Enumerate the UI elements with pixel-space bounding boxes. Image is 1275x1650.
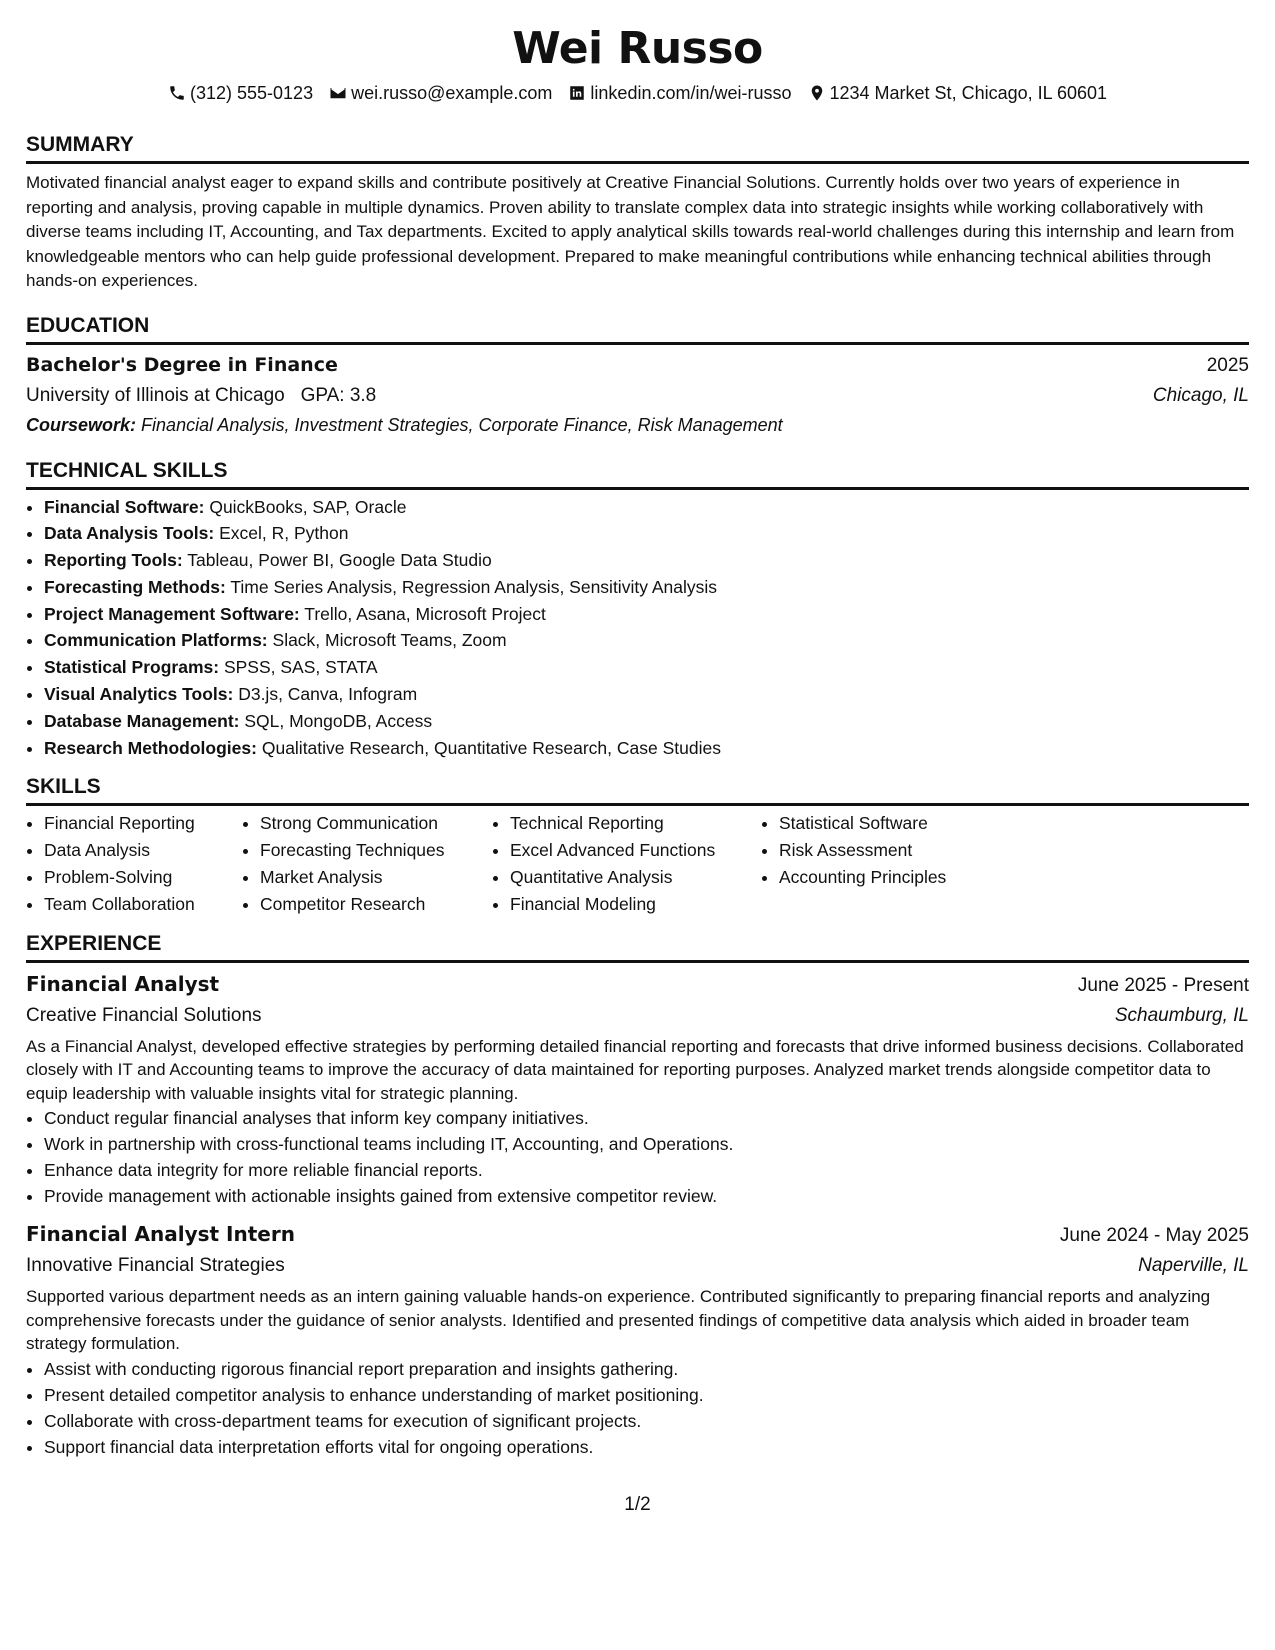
- map-pin-icon: [808, 84, 826, 102]
- list-item: • Data Analysis Tools: Excel, R, Python: [44, 520, 1249, 547]
- phone-icon: [168, 84, 186, 102]
- resume-page: [26, 0, 1249, 1460]
- list-item: • Statistical Programs: SPSS, SAS, STATA: [44, 654, 1249, 681]
- list-item: • Data Analysis: [44, 837, 242, 864]
- degree-name: Bachelor's Degree in Finance: [26, 353, 338, 376]
- contact-address: [808, 81, 1108, 105]
- school-location: Chicago, IL: [1152, 384, 1249, 406]
- skills-column: [492, 810, 761, 917]
- list-item: • Research Methodologies: Qualitative Research, Quantitative Research, Case Studies: [44, 735, 1249, 762]
- job-bullets: [26, 1105, 1249, 1209]
- job-dates: June 2025 - Present: [1077, 974, 1249, 996]
- job-dates: June 2024 - May 2025: [1059, 1225, 1249, 1247]
- job-description: Supported various department needs as an intern gaining valuable hands-on experience. Contributed significantly to preparing financial reports and analyzing comprehensive forecasts under the guidance of senior analysts. Identified and presented findings of competitive data analysis which aided in broader team strategy formulation.: [26, 1287, 1211, 1354]
- school-name: University of Illinois at Chicago: [26, 384, 285, 406]
- email-text: wei.russo@example.com: [351, 83, 553, 103]
- skills-column: [761, 810, 1009, 917]
- candidate-name: Wei Russo: [512, 23, 763, 74]
- list-item: • Problem-Solving: [44, 864, 242, 891]
- linkedin-text: linkedin.com/in/wei-russo: [590, 83, 792, 103]
- summary-text: Motivated financial analyst eager to expand skills and contribute positively at Creative Financial Solutions. Currently holds over two years of experience in reporting and analysis, proving capable in multiple dynamics. Proven ability to translate complex data into strategic insights while working collaboratively with diverse teams including IT, Accounting, and Tax departments. Excited to apply analytical skills towards real-world challenges during this internship and learn from knowledgeable mentors who can help guide professional development. Prepared to make meaningful contributions while enhancing technical abilities through hands-on experiences.: [26, 173, 1235, 290]
- linkedin-icon: [568, 84, 586, 102]
- job-location: Schaumburg, IL: [1114, 1004, 1249, 1026]
- phone-text: (312) 555-0123: [189, 83, 314, 103]
- skills-column: [26, 810, 242, 917]
- list-item: • Support financial data interpretation efforts vital for ongoing operations.: [44, 1434, 1249, 1460]
- contact-linkedin: [568, 81, 791, 105]
- experience-heading: EXPERIENCE: [26, 930, 1249, 963]
- list-item: • Financial Modeling: [510, 891, 761, 918]
- list-item: • Present detailed competitor analysis to enhance understanding of market positioning.: [44, 1382, 1249, 1408]
- skills-column: [242, 810, 492, 917]
- list-item: • Market Analysis: [260, 864, 492, 891]
- job-description: As a Financial Analyst, developed effective strategies by performing detailed financial reporting and forecasts that drive informed business decisions. Collaborated closely with IT and Accounting teams to improve the accuracy of data maintained for reporting purposes. Analyzed market trends alongside competitor data to equip leadership with valuable insights vital for strategic planning.: [26, 1036, 1244, 1103]
- list-item: • Team Collaboration: [44, 891, 242, 918]
- list-item: • Accounting Principles: [779, 864, 1009, 891]
- list-item: • Work in partnership with cross-functional teams including IT, Accounting, and Operations.: [44, 1131, 1249, 1157]
- contact-bar: [26, 81, 1249, 105]
- job-entry: [26, 1219, 1249, 1460]
- job-title: Financial Analyst Intern: [26, 1222, 295, 1247]
- list-item: • Enhance data integrity for more reliable financial reports.: [44, 1157, 1249, 1183]
- education-heading: EDUCATION: [26, 312, 1249, 345]
- envelope-icon: [329, 84, 347, 102]
- graduation-year: 2025: [1206, 354, 1249, 376]
- school-line: [26, 381, 376, 411]
- list-item: • Conduct regular financial analyses that inform key company initiatives.: [44, 1105, 1249, 1131]
- coursework-list: Financial Analysis, Investment Strategies, Corporate Finance, Risk Management: [141, 414, 783, 435]
- job-entry: [26, 969, 1249, 1210]
- job-location: Naperville, IL: [1138, 1255, 1249, 1277]
- list-item: • Assist with conducting rigorous financial report preparation and insights gathering.: [44, 1356, 1249, 1382]
- list-item: • Forecasting Techniques: [260, 837, 492, 864]
- contact-email: [329, 81, 552, 105]
- company-name: Creative Financial Solutions: [26, 1004, 262, 1026]
- education-entry: [26, 351, 1249, 439]
- technical-skills-heading: TECHNICAL SKILLS: [26, 457, 1249, 490]
- page-number: 1/2: [624, 1494, 651, 1515]
- address-text: 1234 Market St, Chicago, IL 60601: [829, 83, 1108, 103]
- list-item: • Risk Assessment: [779, 837, 1009, 864]
- list-item: • Collaborate with cross-department teams for execution of significant projects.: [44, 1408, 1249, 1434]
- list-item: • Project Management Software: Trello, Asana, Microsoft Project: [44, 601, 1249, 628]
- list-item: • Excel Advanced Functions: [510, 837, 761, 864]
- list-item: • Competitor Research: [260, 891, 492, 918]
- list-item: • Technical Reporting: [510, 810, 761, 837]
- list-item: • Database Management: SQL, MongoDB, Access: [44, 708, 1249, 735]
- contact-phone: [168, 81, 313, 105]
- job-title: Financial Analyst: [26, 971, 220, 996]
- list-item: • Strong Communication: [260, 810, 492, 837]
- skills-heading: SKILLS: [26, 773, 1249, 806]
- list-item: • Statistical Software: [779, 810, 1009, 837]
- list-item: • Forecasting Methods: Time Series Analysis, Regression Analysis, Sensitivity Analysis: [44, 574, 1249, 601]
- list-item: • Visual Analytics Tools: D3.js, Canva, Infogram: [44, 681, 1249, 708]
- list-item: • Financial Software: QuickBooks, SAP, Oracle: [44, 494, 1249, 521]
- summary-heading: SUMMARY: [26, 131, 1249, 164]
- technical-skills-list: [26, 494, 1249, 762]
- coursework-label: Coursework:: [26, 414, 137, 435]
- list-item: • Provide management with actionable insights gained from extensive competitor review.: [44, 1183, 1249, 1209]
- list-item: • Communication Platforms: Slack, Microsoft Teams, Zoom: [44, 627, 1249, 654]
- skills-grid: [26, 810, 1249, 917]
- coursework-line: [26, 411, 1249, 439]
- job-bullets: [26, 1356, 1249, 1460]
- gpa: GPA: 3.8: [300, 384, 377, 406]
- list-item: • Quantitative Analysis: [510, 864, 761, 891]
- company-name: Innovative Financial Strategies: [26, 1255, 285, 1277]
- list-item: • Reporting Tools: Tableau, Power BI, Google Data Studio: [44, 547, 1249, 574]
- list-item: • Financial Reporting: [44, 810, 242, 837]
